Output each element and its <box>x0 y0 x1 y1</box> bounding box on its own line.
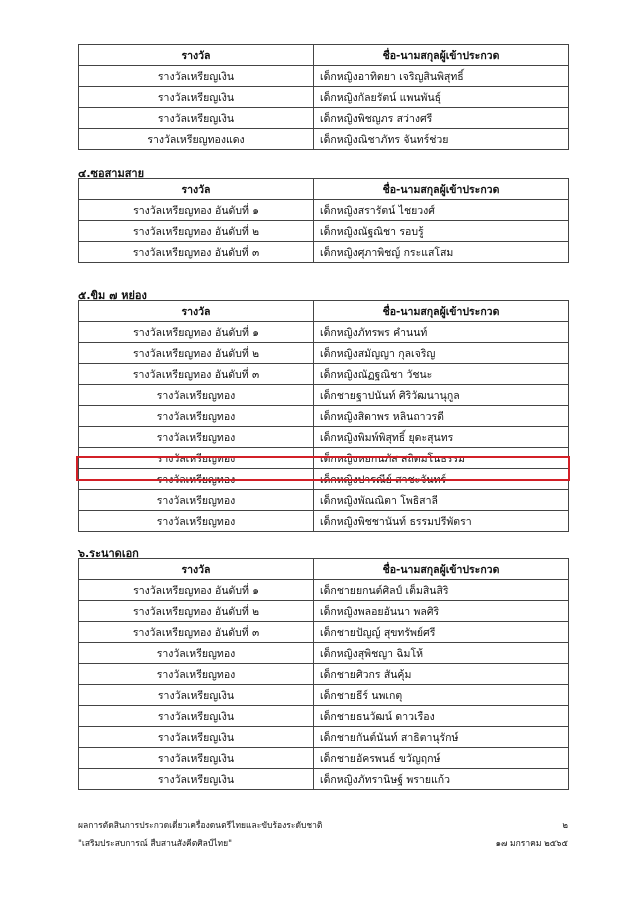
award-cell: รางวัลเหรียญทอง <box>79 448 314 469</box>
table-header-row <box>79 179 569 200</box>
page-number: ๒ <box>562 821 568 831</box>
name-cell: เด็กหญิงกัลยรัตน์ แพนพันธุ์ <box>314 87 569 108</box>
award-cell: รางวัลเหรียญทอง <box>79 427 314 448</box>
table-row <box>79 129 569 150</box>
award-cell: รางวัลเหรียญเงิน <box>79 706 314 727</box>
table-header-row <box>79 45 569 66</box>
award-cell: รางวัลเหรียญทอง <box>79 406 314 427</box>
results-table-3 <box>78 300 569 532</box>
table-row <box>79 706 569 727</box>
award-cell: รางวัลเหรียญทอง อันดับที่ ๑ <box>79 322 314 343</box>
table-row <box>79 66 569 87</box>
name-cell: เด็กชายธีร์ นพเกตุ <box>314 685 569 706</box>
table-row <box>79 727 569 748</box>
name-cell: เด็กหญิงหยกนภัส สถิตมโนธรรม <box>314 448 569 469</box>
award-cell: รางวัลเหรียญทอง อันดับที่ ๓ <box>79 622 314 643</box>
footer-document-title: ผลการตัดสินการประกวดเดี่ยวเครื่องดนตรีไทยและขับร้องระดับชาติ <box>78 821 323 831</box>
award-cell: รางวัลเหรียญทอง <box>79 490 314 511</box>
table-row <box>79 427 569 448</box>
name-cell: เด็กชายยกนต์ศิลป์ เต็มสินสิริ <box>314 580 569 601</box>
footer-slogan: "เสริมประสบการณ์ สืบสานสังคีตศิลป์ไทย" <box>78 839 233 849</box>
name-cell: เด็กหญิงสมัญญา กุลเจริญ <box>314 343 569 364</box>
name-cell: เด็กหญิงศุภาพิชญ์ กระแสโสม <box>314 242 569 263</box>
award-cell: รางวัลเหรียญทอง อันดับที่ ๓ <box>79 242 314 263</box>
table-row <box>79 200 569 221</box>
table-row <box>79 242 569 263</box>
table-row-highlighted <box>79 469 569 490</box>
award-cell: รางวัลเหรียญทอง <box>79 643 314 664</box>
header-name: ชื่อ-นามสกุลผู้เข้าประกวด <box>314 179 569 200</box>
footer-date: ๑๗ มกราคม ๒๕๖๕ <box>495 839 568 849</box>
award-cell: รางวัลเหรียญเงิน <box>79 727 314 748</box>
table-row <box>79 622 569 643</box>
name-cell: เด็กหญิงภัทรพร คำนนท์ <box>314 322 569 343</box>
award-cell: รางวัลเหรียญทอง <box>79 511 314 532</box>
name-cell: เด็กหญิงพิมพ์พิสุทธิ์ ยุดะสุนทร <box>314 427 569 448</box>
header-name: ชื่อ-นามสกุลผู้เข้าประกวด <box>314 301 569 322</box>
award-cell: รางวัลเหรียญเงิน <box>79 108 314 129</box>
name-cell: เด็กหญิงอาทิตยา เจริญสินพิสุทธิ์ <box>314 66 569 87</box>
award-cell: รางวัลเหรียญทอง อันดับที่ ๓ <box>79 364 314 385</box>
award-cell: รางวัลเหรียญเงิน <box>79 87 314 108</box>
header-name: ชื่อ-นามสกุลผู้เข้าประกวด <box>314 45 569 66</box>
award-cell: รางวัลเหรียญทอง อันดับที่ ๒ <box>79 343 314 364</box>
table-row <box>79 511 569 532</box>
award-cell: รางวัลเหรียญทอง <box>79 469 314 490</box>
name-cell: เด็กหญิงปารณีย์ สาชะจันทร์ <box>314 469 569 490</box>
table-row <box>79 343 569 364</box>
table-header-row <box>79 301 569 322</box>
name-cell: เด็กหญิงณิชาภัทร จันทร์ช่วย <box>314 129 569 150</box>
section-title-sor-sam-sai: ๔.ซอสามสาย <box>78 167 145 180</box>
name-cell: เด็กชายศิวกร สันคุ้ม <box>314 664 569 685</box>
table-row <box>79 448 569 469</box>
table-row <box>79 643 569 664</box>
header-award: รางวัล <box>79 559 314 580</box>
table-row <box>79 87 569 108</box>
award-cell: รางวัลเหรียญทองแดง <box>79 129 314 150</box>
name-cell: เด็กหญิงพิชญภร สว่างศรี <box>314 108 569 129</box>
table-row <box>79 108 569 129</box>
award-cell: รางวัลเหรียญทอง <box>79 385 314 406</box>
footer-line-2 <box>78 836 568 850</box>
name-cell: เด็กหญิงพัณณิตา โพธิสาลี <box>314 490 569 511</box>
name-cell: เด็กหญิงสรารัตน์ ไชยวงศ์ <box>314 200 569 221</box>
header-award: รางวัล <box>79 45 314 66</box>
award-cell: รางวัลเหรียญเงิน <box>79 685 314 706</box>
award-cell: รางวัลเหรียญทอง อันดับที่ ๒ <box>79 601 314 622</box>
table-row <box>79 490 569 511</box>
name-cell: เด็กหญิงสิดาพร หลินถาวรดี <box>314 406 569 427</box>
name-cell: เด็กชายอัครพนธ์ ขวัญฤกษ์ <box>314 748 569 769</box>
table-row <box>79 406 569 427</box>
award-cell: รางวัลเหรียญทอง <box>79 664 314 685</box>
award-cell: รางวัลเหรียญเงิน <box>79 748 314 769</box>
header-award: รางวัล <box>79 179 314 200</box>
award-cell: รางวัลเหรียญทอง อันดับที่ ๑ <box>79 580 314 601</box>
table-row <box>79 685 569 706</box>
award-cell: รางวัลเหรียญเงิน <box>79 769 314 790</box>
table-row <box>79 221 569 242</box>
section-title-ranat-ek: ๖.ระนาดเอก <box>78 547 139 560</box>
table-header-row <box>79 559 569 580</box>
award-cell: รางวัลเหรียญเงิน <box>79 66 314 87</box>
results-table-4 <box>78 558 569 790</box>
table-row <box>79 664 569 685</box>
name-cell: เด็กหญิงสุพิชญา ฉิมโห้ <box>314 643 569 664</box>
results-table-1 <box>78 44 569 150</box>
table-row <box>79 385 569 406</box>
name-cell: เด็กหญิงพิชชานันท์ ธรรมปรีพัตรา <box>314 511 569 532</box>
name-cell: เด็กหญิงณัฏฐณิชา วัชนะ <box>314 364 569 385</box>
table-row <box>79 364 569 385</box>
name-cell: เด็กชายฐาปนันท์ ศิริวัฒนานุกูล <box>314 385 569 406</box>
table-row <box>79 748 569 769</box>
name-cell: เด็กหญิงพลอยอันนา พลศิริ <box>314 601 569 622</box>
results-table-2 <box>78 178 569 263</box>
header-name: ชื่อ-นามสกุลผู้เข้าประกวด <box>314 559 569 580</box>
name-cell: เด็กหญิงณัฐณิชา รอบรู้ <box>314 221 569 242</box>
name-cell: เด็กชายปัญญ์ สุขทรัพย์ศรี <box>314 622 569 643</box>
section-title-khim: ๕.ขิม ๗ หย่อง <box>78 289 147 302</box>
award-cell: รางวัลเหรียญทอง อันดับที่ ๑ <box>79 200 314 221</box>
name-cell: เด็กชายธนวัฒน์ ดาวเรือง <box>314 706 569 727</box>
table-row <box>79 601 569 622</box>
header-award: รางวัล <box>79 301 314 322</box>
table-row <box>79 769 569 790</box>
table-row <box>79 322 569 343</box>
name-cell: เด็กหญิงภัทรานิษฐ์ พรายแก้ว <box>314 769 569 790</box>
footer-line-1 <box>78 818 568 832</box>
table-row <box>79 580 569 601</box>
name-cell: เด็กชายกันต์นันท์ สาธิตานุรักษ์ <box>314 727 569 748</box>
award-cell: รางวัลเหรียญทอง อันดับที่ ๒ <box>79 221 314 242</box>
